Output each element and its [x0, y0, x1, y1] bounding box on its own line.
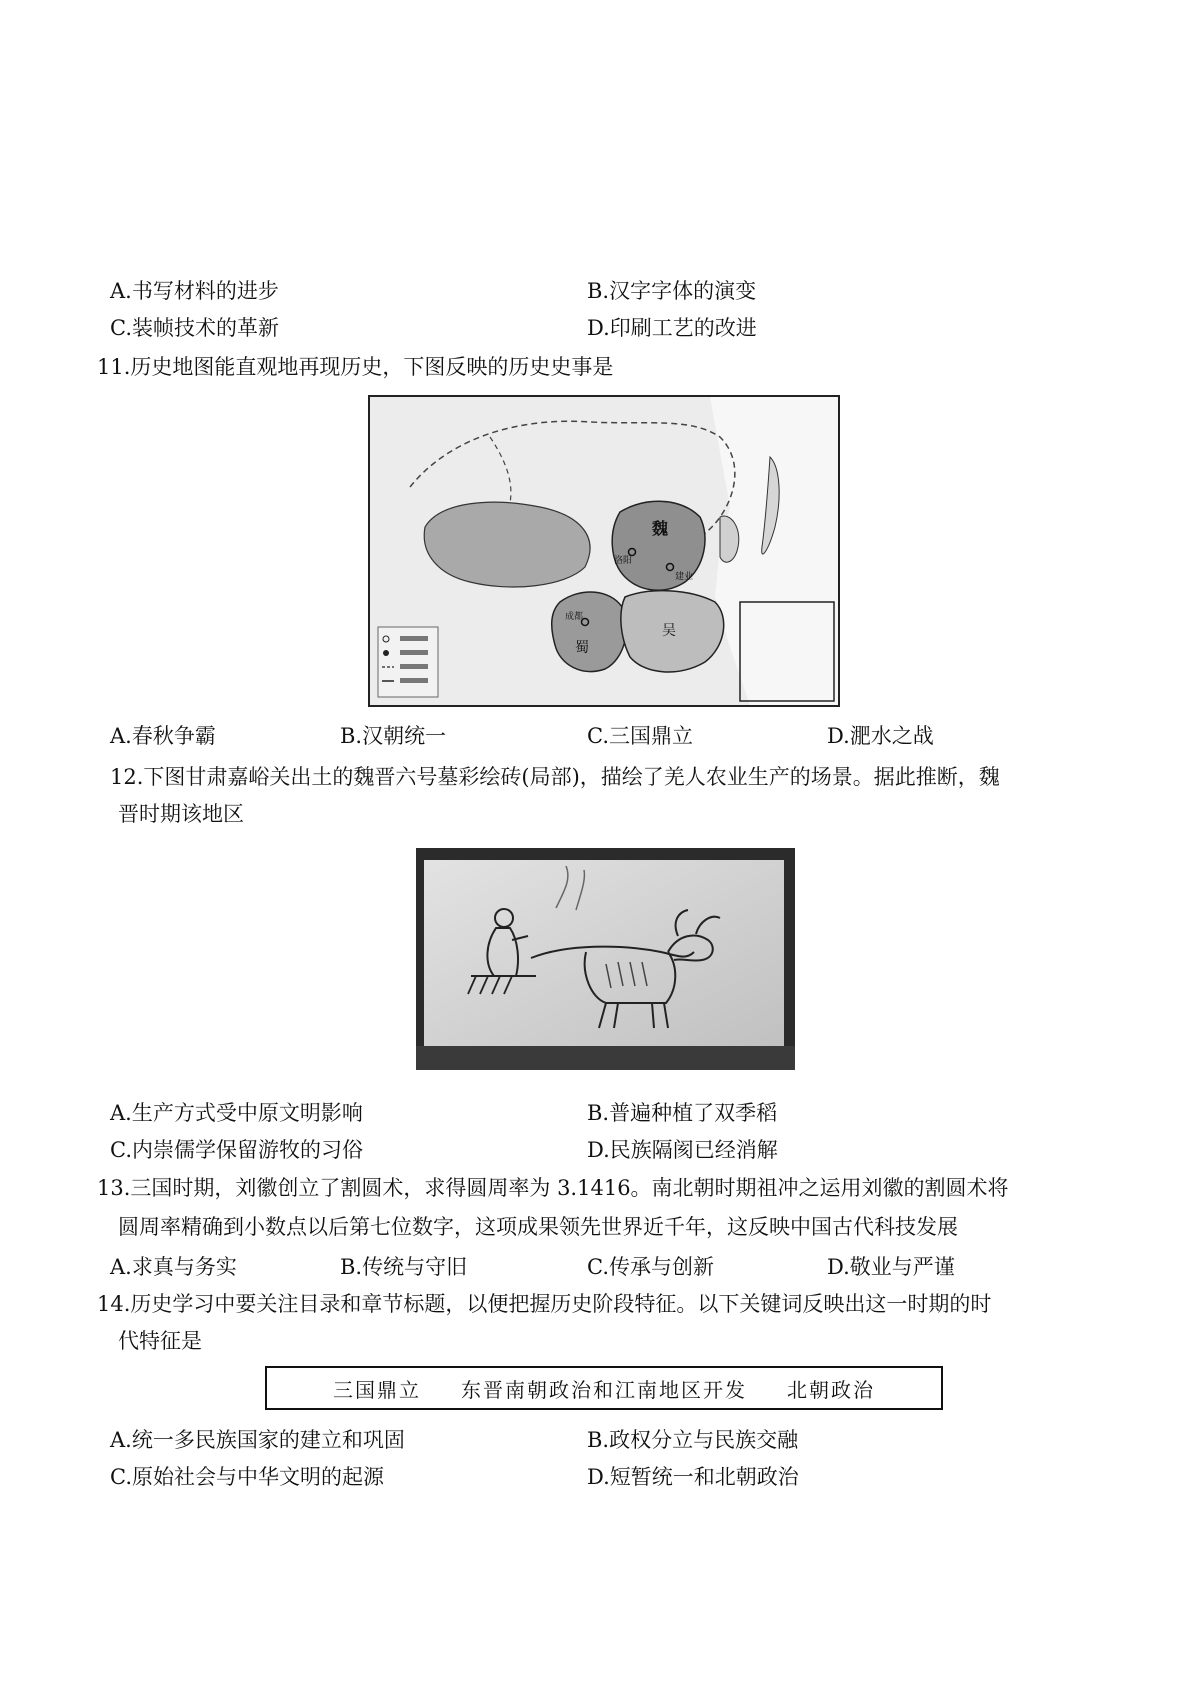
q11-option-c: C.三国鼎立 — [587, 724, 693, 748]
q14-stem-line-1: 14.历史学习中要关注目录和章节标题，以便把握历史阶段特征。以下关键词反映出这一时期的时 — [97, 1292, 992, 1316]
q12-option-d: D.民族隔阂已经消解 — [587, 1138, 778, 1162]
q14-options-row-2 — [0, 1460, 1200, 1494]
keyword-1: 三国鼎立 — [333, 1377, 421, 1402]
q12-option-a: A.生产方式受中原文明影响 — [110, 1101, 363, 1125]
q11-option-b: B.汉朝统一 — [340, 724, 447, 748]
q14-stem-row-1 — [0, 1287, 1200, 1321]
q12-stem-line-2: 晋时期该地区 — [118, 802, 244, 826]
keyword-2: 东晋南朝政治和江南地区开发 — [461, 1377, 747, 1402]
q10-option-a: A.书写材料的进步 — [110, 279, 279, 303]
q12-stem-row-2 — [0, 797, 1200, 831]
q13-option-b: B.传统与守旧 — [340, 1255, 468, 1279]
q11-options-row — [0, 719, 1200, 753]
map-label-shu: 蜀 — [575, 640, 589, 656]
q11-stem: 11.历史地图能直观地再现历史，下图反映的历史史事是 — [97, 355, 614, 379]
q14-stem-line-2: 代特征是 — [118, 1329, 202, 1353]
q12-stem-line-1: 12.下图甘肃嘉峪关出土的魏晋六号墓彩绘砖(局部)，描绘了羌人农业生产的场景。据此推断，魏 — [110, 765, 1000, 789]
q12-option-c: C.内崇儒学保留游牧的习俗 — [110, 1138, 363, 1162]
q13-stem-row-1 — [0, 1171, 1200, 1205]
q10-options-row-2 — [0, 311, 1200, 345]
map-label-wei: 魏 — [652, 519, 669, 538]
map-label-jianye: 建业 — [675, 572, 694, 582]
q14-stem-row-2 — [0, 1324, 1200, 1358]
mural-brick-image — [416, 848, 795, 1070]
q13-option-a: A.求真与务实 — [110, 1255, 237, 1279]
three-kingdoms-map — [368, 395, 840, 707]
q10-option-b: B.汉字字体的演变 — [587, 279, 757, 303]
q12-options-row-1 — [0, 1096, 1200, 1130]
q14-option-b: B.政权分立与民族交融 — [587, 1428, 799, 1452]
q13-stem-row-2 — [0, 1210, 1200, 1244]
q12-options-row-2 — [0, 1133, 1200, 1167]
keyword-3: 北朝政治 — [787, 1377, 875, 1402]
q10-option-d: D.印刷工艺的改进 — [587, 316, 757, 340]
q14-options-row-1 — [0, 1423, 1200, 1457]
q14-option-d: D.短暂统一和北朝政治 — [587, 1465, 799, 1489]
q12-option-b: B.普遍种植了双季稻 — [587, 1101, 778, 1125]
q11-option-a: A.春秋争霸 — [110, 724, 216, 748]
q10-options-row-1 — [0, 274, 1200, 308]
q13-stem-line-1: 13.三国时期，刘徽创立了割圆术，求得圆周率为 3.1416。南北朝时期祖冲之运用刘徽的割圆术将 — [97, 1176, 1009, 1200]
q11-option-d: D.淝水之战 — [827, 724, 934, 748]
q13-stem-line-2: 圆周率精确到小数点以后第七位数字，这项成果领先世界近千年，这反映中国古代科技发展 — [118, 1215, 958, 1239]
q12-stem-row-1 — [0, 760, 1200, 794]
map-graphic — [370, 397, 838, 705]
map-label-wu: 吴 — [662, 623, 676, 639]
keywords-box — [265, 1366, 943, 1410]
map-label-luoyang: 洛阳 — [614, 556, 633, 566]
q14-option-c: C.原始社会与中华文明的起源 — [110, 1465, 384, 1489]
q13-options-row — [0, 1250, 1200, 1284]
q14-option-a: A.统一多民族国家的建立和巩固 — [110, 1428, 405, 1452]
q11-stem-row — [0, 350, 1200, 384]
map-label-chengdu: 成都 — [565, 612, 584, 622]
q13-option-c: C.传承与创新 — [587, 1255, 714, 1279]
q10-option-c: C.装帧技术的革新 — [110, 316, 279, 340]
mural-graphic — [416, 848, 795, 1070]
q13-option-d: D.敬业与严谨 — [827, 1255, 955, 1279]
